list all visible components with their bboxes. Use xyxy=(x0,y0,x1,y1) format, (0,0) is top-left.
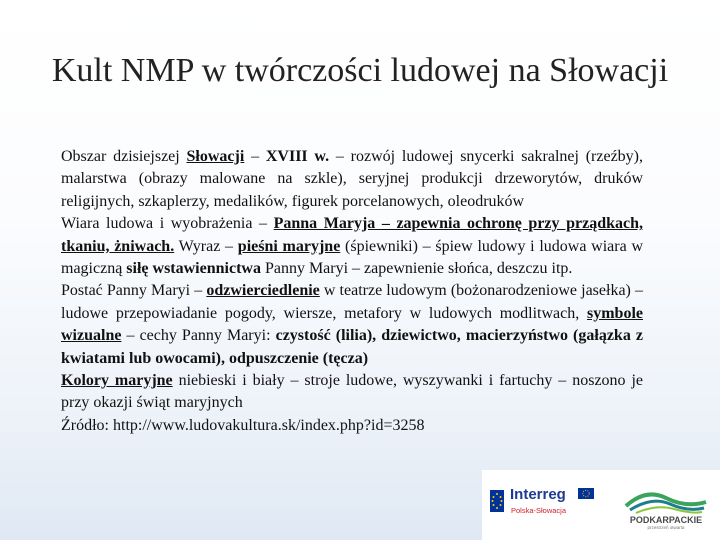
text-run: Postać Panny Maryi – xyxy=(61,282,207,300)
interreg-subtitle: Polska-Słowacja xyxy=(511,506,567,515)
podkarpackie-logo xyxy=(616,478,716,530)
text-run: – cechy Panny Maryi: xyxy=(121,327,276,345)
paragraph-3 xyxy=(61,280,643,370)
podkarpackie-name: PODKARPACKIE xyxy=(629,515,703,525)
text-run: w teatrze ludowym (bożonarodzeniowe jasełka) – ludowe przepowiadanie pogody, wiersze, metafory w ludowych modlitwach, xyxy=(61,282,643,322)
interreg-logo xyxy=(506,482,598,522)
highlight-odzwierciedlenie: odzwierciedlenie xyxy=(206,282,320,300)
podkarpackie-tagline: przestrzeń otwarta xyxy=(647,525,685,530)
text-run: Wyraz – xyxy=(174,237,238,255)
text-run: – xyxy=(244,148,266,165)
slide-body xyxy=(61,146,643,437)
interreg-name: Interreg xyxy=(510,486,566,503)
highlight-xviii: XVIII w. xyxy=(265,148,330,165)
paragraph-source xyxy=(61,415,643,437)
text-run: Obszar dzisiejszej xyxy=(61,148,187,165)
paragraph-2 xyxy=(61,213,643,280)
highlight-sile: siłę wstawiennictwa xyxy=(126,260,261,278)
highlight-slowacji: Słowacji xyxy=(186,148,245,165)
paragraph-4 xyxy=(61,370,643,415)
text-run: niebieski i biały – stroje ludowe, wyszywanki i fartuchy – noszono je przy okazji świąt maryjnych xyxy=(61,372,643,412)
text-run: Panny Maryi – zapewnienie słońca, deszczu itp. xyxy=(260,260,573,278)
eu-flag-icon xyxy=(490,490,504,512)
text-run: Wiara ludowa i wyobrażenia – xyxy=(61,215,274,233)
text-run: (śpiewniki) – śpiew ludowy i ludowa wiara w magiczną xyxy=(61,237,644,278)
text-run: – rozwój ludowej snycerki sakralnej (rzeźby), malarstwa (obrazy malowane na szkle), seryjnej produkcji drzeworytów, druków religijnych, szkaplerzy, medalików, figurek porcelanowych, oleodruków xyxy=(61,148,644,210)
highlight-panna-maryja: Panna Maryja – zapewnia ochronę przy prządkach, tkaniu, żniwach. xyxy=(61,215,643,255)
highlight-symbole: symbole wizualne xyxy=(61,304,643,345)
slide-title: Kult NMP w twórczości ludowej na Słowacji xyxy=(51,52,669,89)
highlight-cechy: czystość (lilia), dziewictwo, macierzyństwo (gałązka z kwiatami lub owocami), odpuszczenie (tęcza) xyxy=(61,327,643,367)
highlight-kolory: Kolory maryjne xyxy=(61,372,173,390)
source-text: Źródło: http://www.ludovakultura.sk/index.php?id=3258 xyxy=(61,416,425,434)
highlight-piesni: pieśni maryjne xyxy=(237,237,341,255)
paragraph-1 xyxy=(61,146,643,213)
